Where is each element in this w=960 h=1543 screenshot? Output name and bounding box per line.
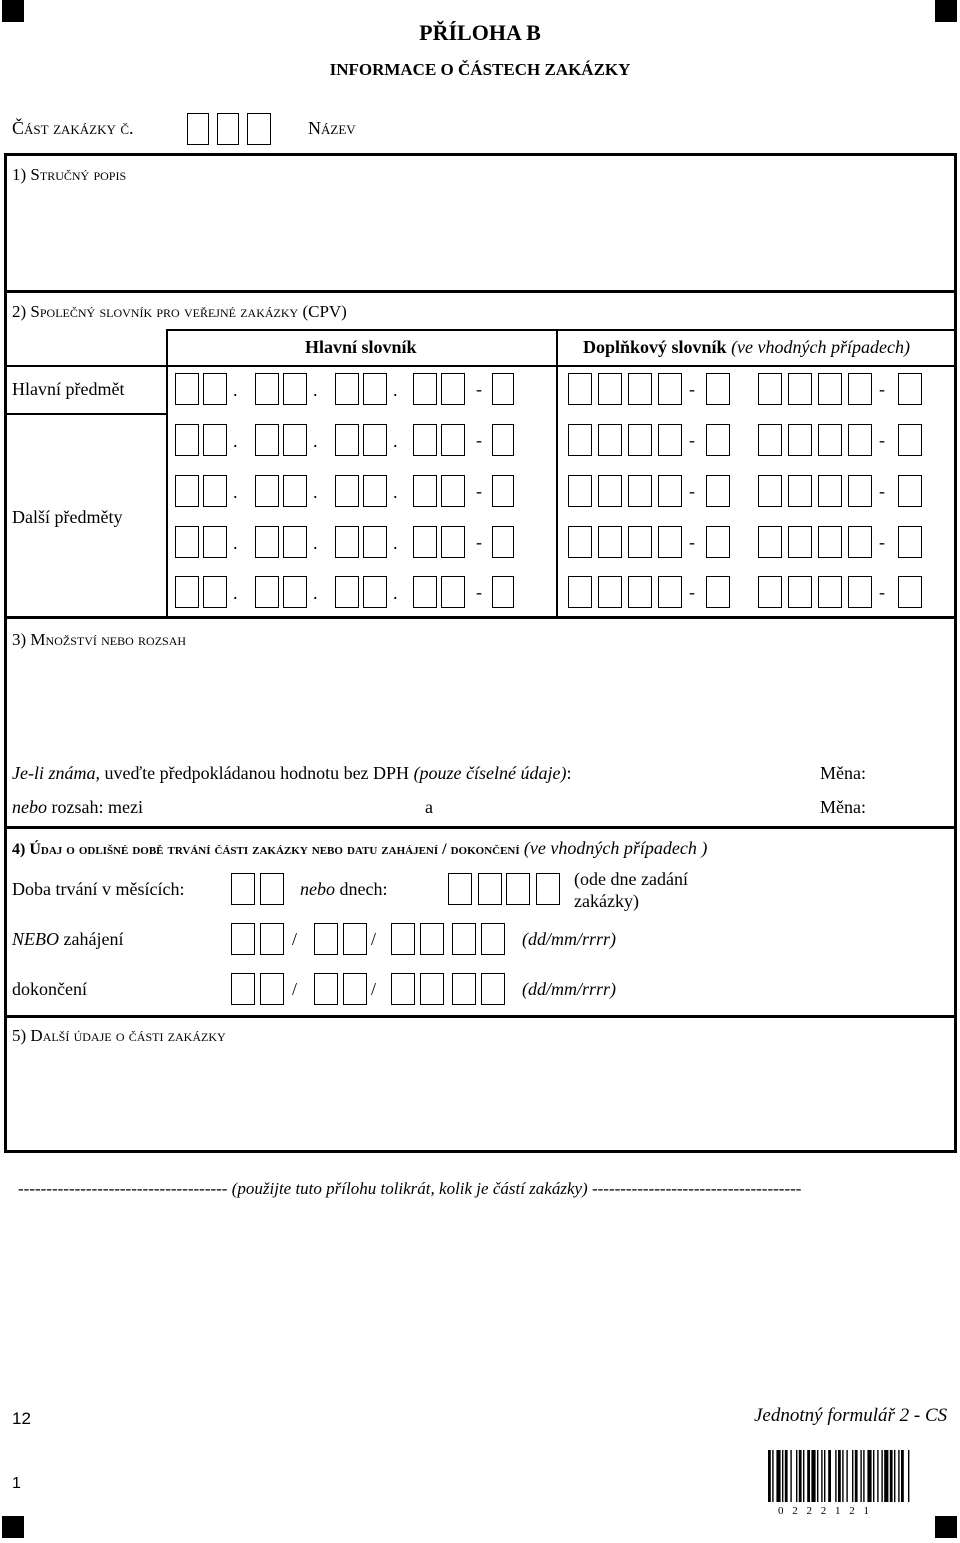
- estimate-value-field[interactable]: [628, 760, 813, 788]
- barcode-bar: [890, 1450, 893, 1502]
- section1-input-area[interactable]: [8, 190, 954, 290]
- estimate-line: [12, 763, 572, 784]
- cpv-check-digit-cell[interactable]: [492, 373, 514, 405]
- cpv-dash-separator: -: [879, 430, 885, 450]
- cpv-supp-code-cell[interactable]: [568, 424, 592, 456]
- cpv-supp-code-cell[interactable]: [658, 475, 682, 507]
- cpv-dash-separator: -: [879, 379, 885, 399]
- end-date-month-cell[interactable]: [343, 973, 367, 1005]
- cpv-main-digit-cell[interactable]: [441, 424, 465, 456]
- cpv-supp-check-cell[interactable]: [706, 475, 730, 507]
- date-slash-separator: /: [371, 979, 377, 999]
- range-line: [12, 797, 143, 818]
- date-slash-separator: /: [292, 929, 298, 949]
- cpv-dot-separator: .: [393, 533, 398, 553]
- barcode-bar: [846, 1450, 847, 1502]
- cpv-main-digit-cell[interactable]: [441, 526, 465, 558]
- cpv-dash-separator: -: [476, 430, 482, 450]
- start-italic: NEBO: [12, 929, 59, 949]
- end-date-label: dokončení: [12, 979, 87, 999]
- cpv-main-digit-cell[interactable]: [203, 526, 227, 558]
- part-number-cell-3[interactable]: [247, 113, 271, 145]
- duration-day-cell[interactable]: [448, 873, 472, 905]
- cpv-check-digit-cell[interactable]: [492, 424, 514, 456]
- cpv-supp-code-cell[interactable]: [758, 576, 782, 608]
- cpv-supp-check-cell[interactable]: [898, 526, 922, 558]
- cpv-supp-check-cell[interactable]: [898, 475, 922, 507]
- barcode-bar: [855, 1450, 858, 1502]
- cpv-supp-check-cell[interactable]: [706, 424, 730, 456]
- barcode-bar: [835, 1450, 836, 1502]
- cpv-supp-code-cell[interactable]: [628, 475, 652, 507]
- cpv-main-digit-cell[interactable]: [175, 373, 199, 405]
- repeat-dashes-right: -------------------------------------: [591, 1179, 802, 1198]
- cpv-dash-separator: -: [689, 532, 695, 552]
- cpv-supp-code-cell[interactable]: [848, 526, 872, 558]
- barcode-bar: [785, 1450, 788, 1502]
- barcode-bar: [898, 1450, 899, 1502]
- part-number-cell-2[interactable]: [217, 113, 239, 145]
- cpv-supp-check-cell[interactable]: [706, 373, 730, 405]
- cpv-supp-check-cell[interactable]: [898, 576, 922, 608]
- cpv-dash-separator: -: [689, 430, 695, 450]
- days-italic: nebo: [300, 879, 335, 899]
- cpv-dash-separator: -: [476, 582, 482, 602]
- cpv-main-digit-cell[interactable]: [283, 424, 307, 456]
- divider: [166, 329, 957, 331]
- start-date-month-cell[interactable]: [343, 923, 367, 955]
- section4-title-note: (ve vhodných případech ): [523, 838, 708, 858]
- cpv-main-digit-cell[interactable]: [363, 373, 387, 405]
- barcode-bar: [838, 1450, 841, 1502]
- cpv-supp-code-cell[interactable]: [818, 373, 842, 405]
- small-number: 1: [12, 1475, 21, 1492]
- cpv-supp-code-cell[interactable]: [788, 475, 812, 507]
- cpv-main-digit-cell[interactable]: [283, 475, 307, 507]
- cpv-supp-check-cell[interactable]: [898, 424, 922, 456]
- currency-field[interactable]: [878, 760, 953, 788]
- section4-title: 4) Údaj o odlišné době trvání části zakázky nebo datu zahájení / dokončení: [12, 841, 520, 858]
- cpv-main-digit-cell[interactable]: [441, 475, 465, 507]
- cpv-main-digit-cell[interactable]: [413, 526, 437, 558]
- estimate-italic: Je-li známa,: [12, 763, 100, 783]
- barcode-bar: [811, 1450, 815, 1502]
- start-date-month-cell[interactable]: [314, 923, 338, 955]
- barcode-bar: [796, 1450, 797, 1502]
- cpv-supp-code-cell[interactable]: [758, 526, 782, 558]
- cpv-main-digit-cell[interactable]: [441, 373, 465, 405]
- cpv-main-digit-cell[interactable]: [203, 475, 227, 507]
- cpv-main-digit-cell[interactable]: [203, 373, 227, 405]
- end-date-day-cell[interactable]: [260, 973, 284, 1005]
- estimate-text: uveďte předpokládanou hodnotu bez DPH: [99, 763, 414, 783]
- main-subject-label: Hlavní předmět: [12, 379, 125, 399]
- cpv-supp-code-cell[interactable]: [658, 373, 682, 405]
- cpv-dot-separator: .: [233, 533, 238, 553]
- cpv-supp-code-cell[interactable]: [598, 424, 622, 456]
- cpv-supp-code-cell[interactable]: [628, 373, 652, 405]
- cpv-main-digit-cell[interactable]: [203, 424, 227, 456]
- cpv-supp-code-cell[interactable]: [848, 373, 872, 405]
- cpv-dot-separator: .: [393, 583, 398, 603]
- corner-mark-top-left: [2, 0, 24, 22]
- cpv-supp-code-cell[interactable]: [568, 373, 592, 405]
- cpv-dot-separator: .: [313, 533, 318, 553]
- supp-vocab-header: [583, 337, 910, 358]
- supp-vocab-note: (ve vhodných případech): [731, 337, 910, 357]
- duration-months-label: Doba trvání v měsících:: [12, 879, 185, 899]
- corner-mark-bottom-left: [2, 1516, 24, 1538]
- barcode-bar: [852, 1450, 853, 1502]
- corner-mark-bottom-right: [935, 1516, 957, 1538]
- barcode-bar: [824, 1450, 825, 1502]
- barcode-bar: [877, 1450, 878, 1502]
- cpv-main-digit-cell[interactable]: [413, 373, 437, 405]
- cpv-supp-code-cell[interactable]: [788, 424, 812, 456]
- barcode-bar: [803, 1450, 804, 1502]
- end-date-year-cell[interactable]: [420, 973, 444, 1005]
- cpv-dot-separator: .: [393, 482, 398, 502]
- cpv-main-digit-cell[interactable]: [335, 526, 359, 558]
- barcode-bar: [782, 1450, 783, 1502]
- date-slash-separator: /: [292, 979, 298, 999]
- cpv-dash-separator: -: [689, 481, 695, 501]
- cpv-supp-code-cell[interactable]: [848, 475, 872, 507]
- cpv-dash-separator: -: [879, 481, 885, 501]
- page-number: 12: [12, 1409, 31, 1428]
- from-award-note: (ode dne zadání zakázky): [574, 869, 688, 911]
- start-date-year-cell[interactable]: [391, 923, 415, 955]
- cpv-dot-separator: .: [313, 583, 318, 603]
- duration-day-cell[interactable]: [536, 873, 560, 905]
- currency-field-2[interactable]: [878, 794, 953, 822]
- part-name-label: Název: [308, 118, 356, 138]
- page-subtitle: INFORMACE O ČÁSTECH ZAKÁZKY: [329, 60, 631, 79]
- end-date-year-cell[interactable]: [391, 973, 415, 1005]
- cpv-supp-check-cell[interactable]: [706, 526, 730, 558]
- section1-title: 1) Stručný popis: [12, 165, 127, 184]
- cpv-supp-code-cell[interactable]: [628, 424, 652, 456]
- main-vocab-header: Hlavní slovník: [305, 337, 417, 357]
- cpv-supp-code-cell[interactable]: [818, 424, 842, 456]
- cpv-dash-separator: -: [879, 582, 885, 602]
- barcode-digits: 0 2 2 2 1 2 1: [778, 1505, 872, 1517]
- cpv-supp-code-cell[interactable]: [818, 475, 842, 507]
- cpv-dot-separator: .: [393, 380, 398, 400]
- cpv-dot-separator: .: [233, 482, 238, 502]
- days-text: dnech:: [335, 879, 388, 899]
- cpv-main-digit-cell[interactable]: [175, 576, 199, 608]
- cpv-supp-code-cell[interactable]: [628, 526, 652, 558]
- cpv-main-digit-cell[interactable]: [363, 475, 387, 507]
- cpv-dot-separator: .: [393, 431, 398, 451]
- section3-title: 3) Množství nebo rozsah: [12, 630, 187, 649]
- cpv-supp-code-cell[interactable]: [758, 424, 782, 456]
- cpv-dash-separator: -: [879, 532, 885, 552]
- duration-day-cell[interactable]: [478, 873, 502, 905]
- cpv-main-digit-cell[interactable]: [255, 576, 279, 608]
- cpv-supp-code-cell[interactable]: [818, 526, 842, 558]
- barcode-bar: [867, 1450, 871, 1502]
- cpv-dot-separator: .: [313, 431, 318, 451]
- cpv-main-digit-cell[interactable]: [413, 576, 437, 608]
- cpv-main-digit-cell[interactable]: [203, 576, 227, 608]
- barcode-bar: [884, 1450, 888, 1502]
- cpv-supp-check-cell[interactable]: [706, 576, 730, 608]
- divider: [4, 826, 957, 829]
- cpv-main-digit-cell[interactable]: [175, 424, 199, 456]
- barcode-bars: [768, 1450, 909, 1502]
- cpv-main-digit-cell[interactable]: [335, 475, 359, 507]
- range-max-field[interactable]: [440, 794, 813, 822]
- cpv-main-digit-cell[interactable]: [255, 475, 279, 507]
- barcode-bar: [881, 1450, 882, 1502]
- date-slash-separator: /: [371, 929, 377, 949]
- divider: [4, 413, 167, 415]
- cpv-main-digit-cell[interactable]: [363, 424, 387, 456]
- start-date-label: [12, 929, 123, 950]
- repeat-note-line: [18, 1179, 801, 1199]
- cpv-main-digit-cell[interactable]: [283, 576, 307, 608]
- divider: [4, 290, 957, 293]
- barcode-bar: [860, 1450, 861, 1502]
- cpv-supp-code-cell[interactable]: [658, 526, 682, 558]
- part-number-label: Část zakázky č.: [12, 118, 134, 138]
- page-title: PŘÍLOHA B: [419, 20, 541, 45]
- cpv-check-digit-cell[interactable]: [492, 475, 514, 507]
- cpv-main-digit-cell[interactable]: [175, 526, 199, 558]
- barcode-bar: [817, 1450, 818, 1502]
- barcode-bar: [790, 1450, 791, 1502]
- cpv-main-digit-cell[interactable]: [363, 526, 387, 558]
- barcode-bar: [821, 1450, 822, 1502]
- cpv-dash-separator: -: [476, 532, 482, 552]
- cpv-supp-code-cell[interactable]: [658, 576, 682, 608]
- cpv-main-digit-cell[interactable]: [363, 576, 387, 608]
- cpv-dot-separator: .: [313, 482, 318, 502]
- cpv-supp-code-cell[interactable]: [568, 475, 592, 507]
- section5-input-area[interactable]: [8, 1050, 954, 1148]
- range-text: rozsah: mezi: [47, 797, 143, 817]
- cpv-main-digit-cell[interactable]: [255, 373, 279, 405]
- divider: [556, 329, 558, 617]
- currency-label-2: Měna:: [820, 797, 866, 817]
- barcode-bar: [894, 1450, 895, 1502]
- barcode-bar: [873, 1450, 874, 1502]
- part-number-cell-1[interactable]: [187, 113, 209, 145]
- cpv-supp-code-cell[interactable]: [758, 373, 782, 405]
- cpv-main-digit-cell[interactable]: [283, 373, 307, 405]
- start-date-day-cell[interactable]: [260, 923, 284, 955]
- barcode-bar: [772, 1450, 773, 1502]
- start-text: zahájení: [59, 929, 124, 949]
- barcode-bar: [799, 1450, 802, 1502]
- section3-input-area[interactable]: [8, 655, 954, 755]
- cpv-dot-separator: .: [233, 380, 238, 400]
- barcode-bar: [768, 1450, 771, 1502]
- end-date-year-cell[interactable]: [481, 973, 505, 1005]
- end-date-format: (dd/mm/rrrr): [522, 979, 617, 999]
- estimate-colon: :: [566, 763, 572, 783]
- cpv-main-digit-cell[interactable]: [441, 576, 465, 608]
- start-date-year-cell[interactable]: [481, 923, 505, 955]
- cpv-dash-separator: -: [476, 379, 482, 399]
- cpv-main-digit-cell[interactable]: [255, 424, 279, 456]
- cpv-supp-code-cell[interactable]: [628, 576, 652, 608]
- cpv-main-digit-cell[interactable]: [255, 526, 279, 558]
- range-and-label: a: [425, 797, 433, 817]
- currency-label: Měna:: [820, 763, 866, 783]
- barcode-bar: [828, 1450, 831, 1502]
- divider: [4, 365, 957, 367]
- cpv-supp-code-cell[interactable]: [788, 373, 812, 405]
- cpv-supp-code-cell[interactable]: [568, 526, 592, 558]
- section2-title: 2) Společný slovník pro veřejné zakázky (CPV): [12, 302, 347, 321]
- barcode-bar: [863, 1450, 864, 1502]
- cpv-dash-separator: -: [476, 481, 482, 501]
- repeat-note: (použijte tuto přílohu tolikrát, kolik je částí zakázky): [231, 1179, 588, 1198]
- cpv-supp-code-cell[interactable]: [758, 475, 782, 507]
- cpv-supp-code-cell[interactable]: [848, 424, 872, 456]
- section4-title-line: [12, 838, 707, 859]
- cpv-dot-separator: .: [233, 583, 238, 603]
- start-date-day-cell[interactable]: [231, 923, 255, 955]
- cpv-main-digit-cell[interactable]: [175, 475, 199, 507]
- divider: [4, 616, 957, 619]
- cpv-supp-code-cell[interactable]: [788, 576, 812, 608]
- estimate-italic-2: (pouze číselné údaje): [413, 763, 567, 783]
- cpv-supp-code-cell[interactable]: [598, 576, 622, 608]
- cpv-supp-code-cell[interactable]: [598, 373, 622, 405]
- start-date-year-cell[interactable]: [420, 923, 444, 955]
- range-italic: nebo: [12, 797, 47, 817]
- cpv-supp-code-cell[interactable]: [568, 576, 592, 608]
- duration-days-label: [300, 879, 387, 900]
- section5-title: 5) Další údaje o části zakázky: [12, 1026, 226, 1045]
- barcode-bar: [842, 1450, 843, 1502]
- barcode-bar: [776, 1450, 780, 1502]
- cpv-check-digit-cell[interactable]: [492, 576, 514, 608]
- barcode-bar: [807, 1450, 810, 1502]
- end-date-day-cell[interactable]: [231, 973, 255, 1005]
- cpv-supp-code-cell[interactable]: [818, 576, 842, 608]
- cpv-supp-code-cell[interactable]: [598, 475, 622, 507]
- cpv-dash-separator: -: [689, 379, 695, 399]
- cpv-supp-check-cell[interactable]: [898, 373, 922, 405]
- form-name: Jednotný formulář 2 - CS: [754, 1405, 948, 1426]
- barcode-bar: [901, 1450, 904, 1502]
- divider: [4, 1015, 957, 1018]
- corner-mark-top-right: [935, 0, 957, 22]
- end-date-month-cell[interactable]: [314, 973, 338, 1005]
- cpv-main-digit-cell[interactable]: [413, 424, 437, 456]
- cpv-main-digit-cell[interactable]: [335, 576, 359, 608]
- cpv-supp-code-cell[interactable]: [598, 526, 622, 558]
- cpv-supp-code-cell[interactable]: [658, 424, 682, 456]
- divider: [166, 329, 168, 617]
- cpv-dash-separator: -: [689, 582, 695, 602]
- start-date-format: (dd/mm/rrrr): [522, 929, 617, 949]
- cpv-main-digit-cell[interactable]: [335, 424, 359, 456]
- duration-month-cell[interactable]: [231, 873, 255, 905]
- cpv-main-digit-cell[interactable]: [413, 475, 437, 507]
- cpv-check-digit-cell[interactable]: [492, 526, 514, 558]
- other-subjects-label: Další předměty: [12, 507, 123, 527]
- repeat-dashes-left: -------------------------------------: [18, 1179, 228, 1198]
- start-date-year-cell[interactable]: [452, 923, 476, 955]
- cpv-supp-code-cell[interactable]: [848, 576, 872, 608]
- supp-vocab-header-text: Doplňkový slovník: [583, 337, 727, 357]
- cpv-main-digit-cell[interactable]: [335, 373, 359, 405]
- barcode-bar: [908, 1450, 909, 1502]
- duration-month-cell[interactable]: [260, 873, 284, 905]
- cpv-main-digit-cell[interactable]: [283, 526, 307, 558]
- range-min-field[interactable]: [165, 794, 415, 822]
- cpv-supp-code-cell[interactable]: [788, 526, 812, 558]
- cpv-dot-separator: .: [313, 380, 318, 400]
- duration-day-cell[interactable]: [506, 873, 530, 905]
- cpv-dot-separator: .: [233, 431, 238, 451]
- end-date-year-cell[interactable]: [452, 973, 476, 1005]
